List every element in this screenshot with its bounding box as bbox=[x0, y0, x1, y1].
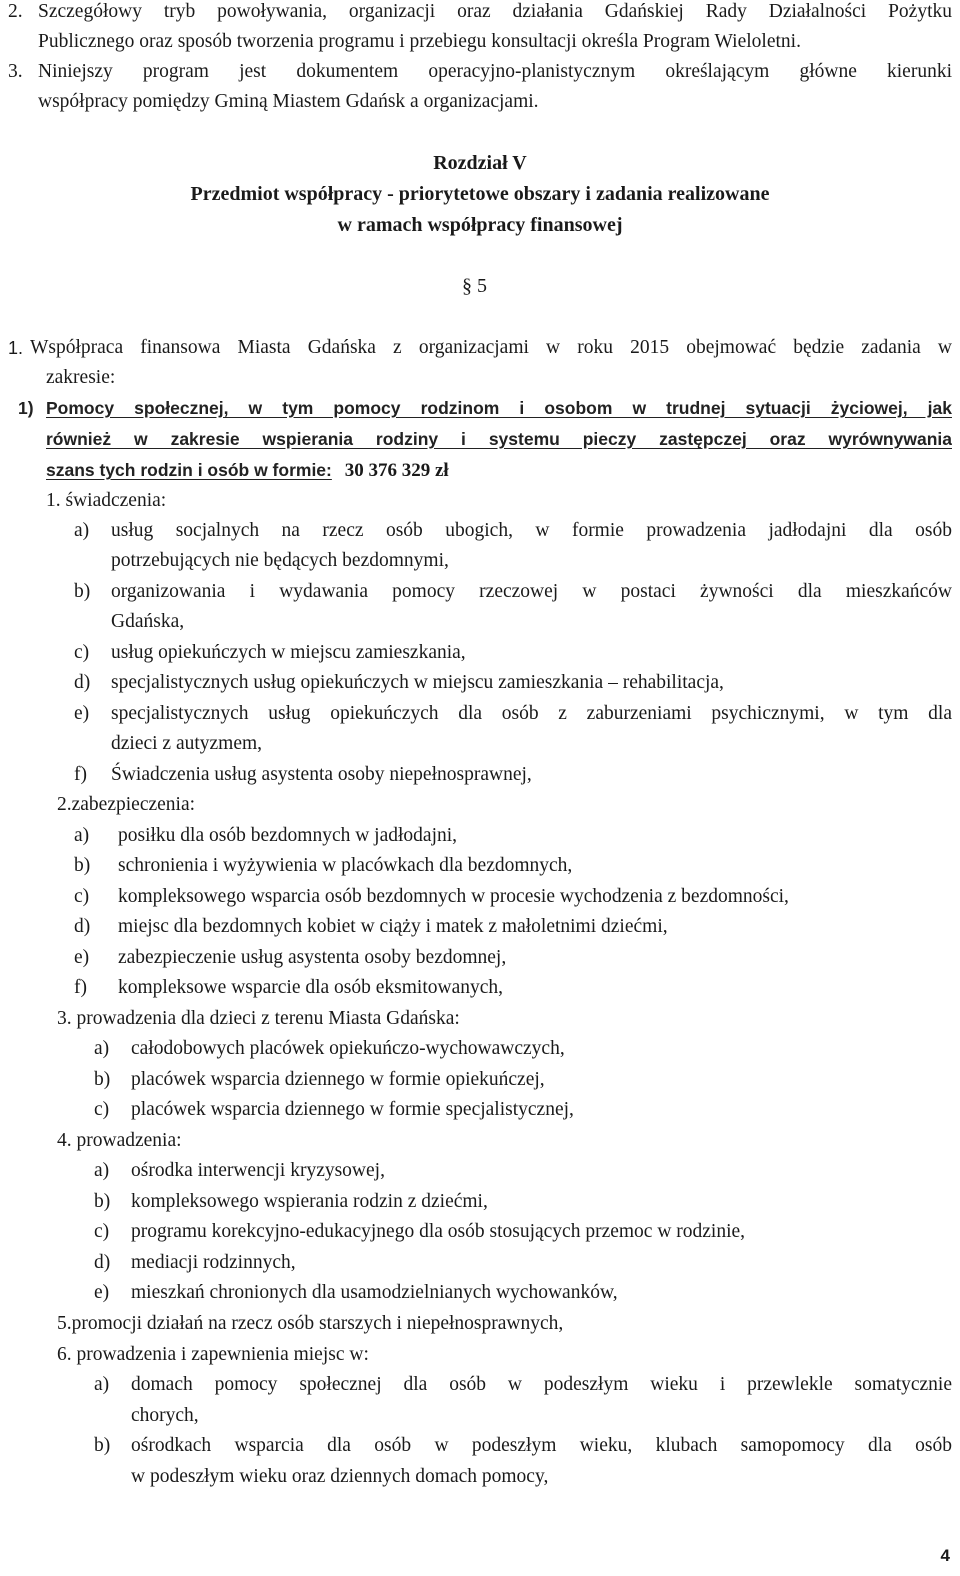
group-6-heading: 6. prowadzenia i zapewnienia miejsc w: bbox=[57, 1344, 369, 1365]
group-2-item-b: schronienia i wyżywienia w placówkach dla bezdomnych, bbox=[118, 855, 573, 876]
para-1-line-2: zakresie: bbox=[46, 367, 116, 388]
item-3-number: 3. bbox=[8, 61, 23, 82]
group-1-item-f: Świadczenia usług asystenta osoby niepełnosprawnej, bbox=[111, 764, 532, 785]
group-4-heading: 4. prowadzenia: bbox=[57, 1130, 182, 1151]
area-1-line-2: również w zakresie wspierania rodziny i systemu pieczy zastępczej oraz wyrównywania bbox=[46, 429, 952, 449]
group-3-marker-c: c) bbox=[94, 1099, 110, 1120]
group-1-marker-a: a) bbox=[74, 520, 90, 541]
chapter-subtitle-line-1: Przedmiot współpracy - priorytetowe obszary i zadania realizowane bbox=[190, 183, 770, 205]
para-1-line-1: Współpraca finansowa Miasta Gdańska z organizacjami w roku 2015 obejmować będzie zadania w bbox=[30, 337, 952, 358]
area-1-number: 1) bbox=[18, 398, 34, 418]
group-1-marker-e: e) bbox=[74, 703, 90, 724]
group-4-marker-b: b) bbox=[94, 1191, 111, 1212]
group-1-item-a-line-1: usług socjalnych na rzecz osób ubogich, w formie prowadzenia jadłodajni dla osób bbox=[111, 520, 952, 541]
group-2-marker-a: a) bbox=[74, 825, 90, 846]
para-1-number: 1. bbox=[8, 338, 24, 358]
group-3-item-b: placówek wsparcia dziennego w formie opiekuńczej, bbox=[131, 1069, 545, 1090]
group-2-item-e: zabezpieczenie usług asystenta osoby bezdomnej, bbox=[118, 947, 507, 968]
group-2-marker-b: b) bbox=[74, 855, 91, 876]
area-1-line-1: Pomocy społecznej, w tym pomocy rodzinom i osobom w trudnej sytuacji życiowej, jak bbox=[46, 398, 952, 418]
group-3-item-c: placówek wsparcia dziennego w formie specjalistycznej, bbox=[131, 1099, 574, 1120]
group-4-item-a: ośrodka interwencji kryzysowej, bbox=[131, 1160, 385, 1181]
group-1-marker-b: b) bbox=[74, 581, 91, 602]
area-1-line-3: szans tych rodzin i osób w formie: bbox=[46, 460, 332, 480]
chapter-subtitle-line-2: w ramach współpracy finansowej bbox=[337, 214, 623, 236]
group-1-item-d: specjalistycznych usług opiekuńczych w miejscu zamieszkania – rehabilitacja, bbox=[111, 672, 724, 693]
group-6-item-a-line-1: domach pomocy społecznej dla osób w podeszłym wieku i przewlekle somatycznie bbox=[131, 1374, 952, 1395]
group-4-item-e: mieszkań chronionych dla usamodzielnianych wychowanków, bbox=[131, 1282, 618, 1303]
group-6-item-b-line-1: ośrodkach wsparcia dla osób w podeszłym wieku, klubach samopomocy dla osób bbox=[131, 1435, 952, 1456]
group-4-item-c: programu korekcyjno-edukacyjnego dla osób stosujących przemoc w rodzinie, bbox=[131, 1221, 746, 1242]
group-1-item-e-line-2: dzieci z autyzmem, bbox=[111, 733, 263, 754]
group-5-heading: 5.promocji działań na rzecz osób starszych i niepełnosprawnych, bbox=[57, 1313, 564, 1334]
group-1-marker-f: f) bbox=[74, 764, 87, 785]
group-1-item-e-line-1: specjalistycznych usług opiekuńczych dla osób z zaburzeniami psychicznymi, w tym dla bbox=[111, 703, 952, 724]
group-2-item-d: miejsc dla bezdomnych kobiet w ciąży i matek z małoletnimi dziećmi, bbox=[118, 916, 668, 937]
group-1-item-a-line-2: potrzebujących nie będących bezdomnymi, bbox=[111, 550, 449, 571]
group-3-marker-a: a) bbox=[94, 1038, 110, 1059]
group-1-marker-c: c) bbox=[74, 642, 90, 663]
group-4-marker-a: a) bbox=[94, 1160, 110, 1181]
group-4-marker-e: e) bbox=[94, 1282, 110, 1303]
group-2-item-c: kompleksowego wsparcia osób bezdomnych w procesie wychodzenia z bezdomności, bbox=[118, 886, 789, 907]
group-3-heading: 3. prowadzenia dla dzieci z terenu Miasta Gdańska: bbox=[57, 1008, 460, 1029]
group-1-heading: 1. świadczenia: bbox=[46, 490, 167, 511]
group-6-marker-a: a) bbox=[94, 1374, 110, 1395]
group-2-item-f: kompleksowe wsparcie dla osób eksmitowanych, bbox=[118, 977, 504, 998]
group-6-item-b-line-2: w podeszłym wieku oraz dziennych domach pomocy, bbox=[131, 1466, 549, 1487]
group-2-item-a: posiłku dla osób bezdomnych w jadłodajni, bbox=[118, 825, 458, 846]
group-1-marker-d: d) bbox=[74, 672, 91, 693]
group-1-item-b-line-1: organizowania i wydawania pomocy rzeczowej w postaci żywności dla mieszkańców bbox=[111, 581, 952, 602]
group-4-item-b: kompleksowego wspierania rodzin z dziećmi, bbox=[131, 1191, 488, 1212]
item-3-line-2: współpracy pomiędzy Gminą Miastem Gdańsk a organizacjami. bbox=[38, 91, 539, 112]
group-6-marker-b: b) bbox=[94, 1435, 111, 1456]
group-3-item-a: całodobowych placówek opiekuńczo-wychowawczych, bbox=[131, 1038, 565, 1059]
area-1-amount: 30 376 329 zł bbox=[344, 460, 449, 481]
item-3-line-1: Niniejszy program jest dokumentem operacyjno-planistycznym określającym główne kierunki bbox=[38, 61, 952, 82]
page-number: 4 bbox=[940, 1546, 950, 1565]
group-1-item-c: usług opiekuńczych w miejscu zamieszkania, bbox=[111, 642, 466, 663]
chapter-title: Rozdział V bbox=[433, 152, 527, 174]
group-2-marker-d: d) bbox=[74, 916, 91, 937]
group-4-item-d: mediacji rodzinnych, bbox=[131, 1252, 296, 1273]
group-4-marker-c: c) bbox=[94, 1221, 110, 1242]
group-2-marker-f: f) bbox=[74, 977, 87, 998]
group-2-heading: 2.zabezpieczenia: bbox=[57, 794, 196, 815]
group-1-item-b-line-2: Gdańska, bbox=[111, 611, 185, 632]
item-2-line-2: Publicznego oraz sposób tworzenia programu i przebiegu konsultacji określa Program Wieloletni. bbox=[38, 31, 801, 52]
item-2-number: 2. bbox=[8, 1, 23, 22]
group-2-marker-c: c) bbox=[74, 886, 90, 907]
section-mark: § 5 bbox=[462, 275, 487, 297]
group-4-marker-d: d) bbox=[94, 1252, 111, 1273]
group-3-marker-b: b) bbox=[94, 1069, 111, 1090]
item-2-line-1: Szczegółowy tryb powoływania, organizacji oraz działania Gdańskiej Rady Działalności Pożytku bbox=[38, 1, 952, 22]
group-2-marker-e: e) bbox=[74, 947, 90, 968]
group-6-item-a-line-2: chorych, bbox=[131, 1405, 199, 1426]
